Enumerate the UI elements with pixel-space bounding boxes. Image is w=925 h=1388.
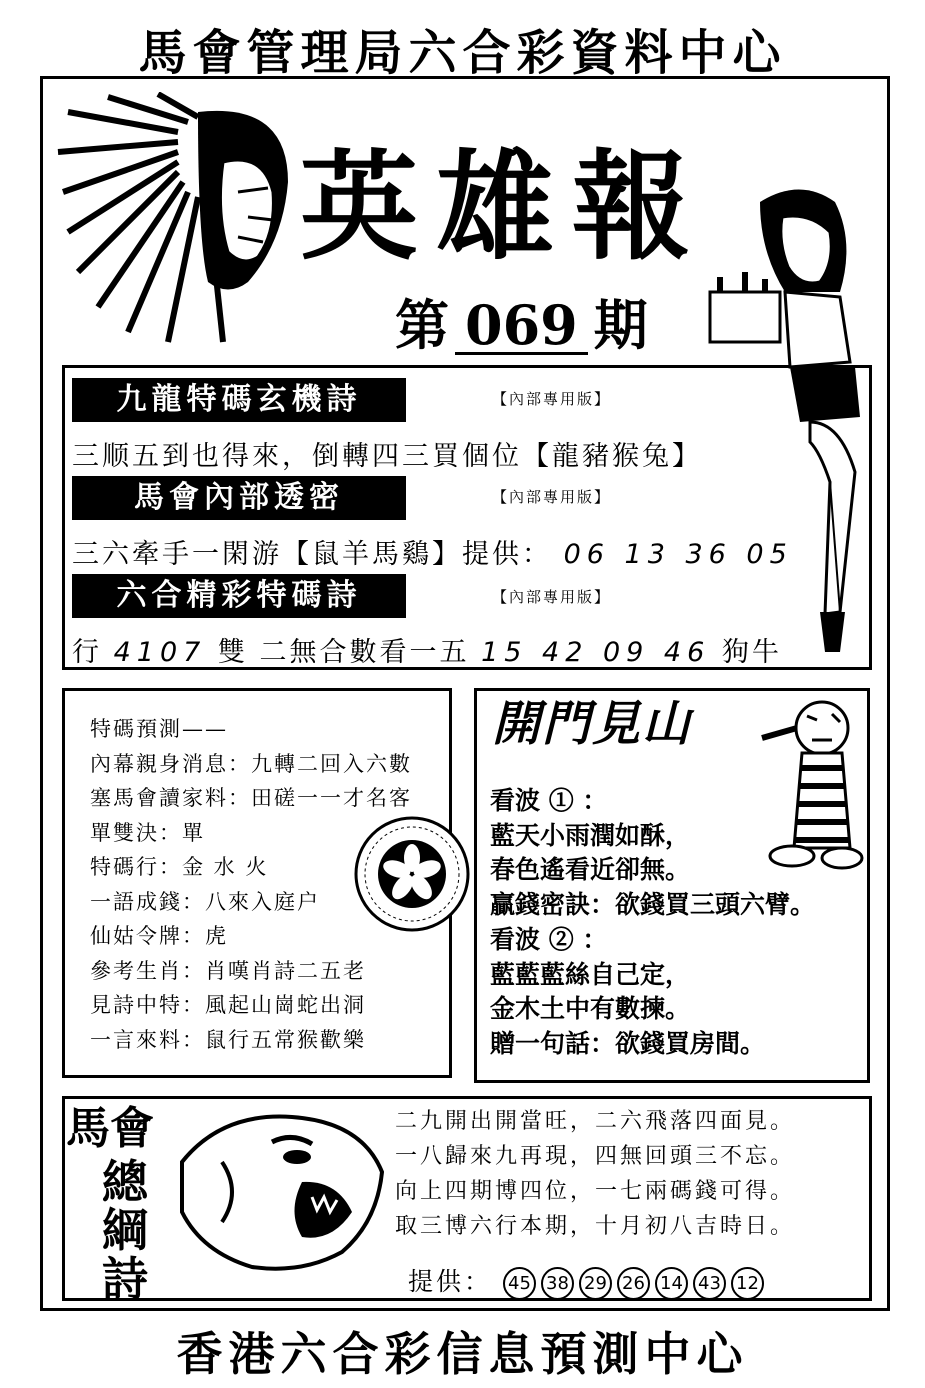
top-title: 馬會管理局六合彩資料中心 [138, 25, 787, 81]
list-item: 看波 ② ： [490, 924, 608, 954]
bottom-title: 香港六合彩信息預測中心 [176, 1327, 749, 1381]
section2-tag: 【內部專用版】 [492, 488, 612, 506]
bauhinia-seal-icon [352, 814, 472, 934]
list-item: 特碼預測—— [90, 717, 228, 741]
list-item: 贏錢密訣：欲錢買三頭六臂。 [490, 890, 816, 920]
number-ball: 43 [693, 1267, 726, 1300]
list-item: 向上四期博四位，一七兩碼錢可得。 [395, 1179, 796, 1204]
section2-numbers: 06 13 36 05 [563, 539, 793, 570]
section3-part-a: 行 [72, 637, 102, 668]
list-item: 藍天小雨潤如酥， [490, 820, 691, 850]
number-ball: 38 [541, 1267, 574, 1300]
issue-num: 069 [455, 298, 588, 355]
section3-line [72, 630, 782, 669]
section3-title: 六合精彩特碼詩 [72, 574, 406, 618]
chief-headdress-icon [48, 92, 308, 352]
list-item: 塞馬會讀家料：田磋一一才名客 [90, 786, 412, 810]
section1-line: 三顺五到也得來，倒轉四三買個位【龍豬猴兔】 [72, 441, 702, 472]
poem-label-char: 詩 [102, 1251, 148, 1306]
section3-tag: 【內部專用版】 [492, 588, 612, 606]
list-item: 一言來料：鼠行五常猴歡樂 [90, 1027, 366, 1052]
list-item: 贈一句話：欲錢買房間。 [490, 1028, 766, 1058]
list-item: 特碼行：金 水 火 [90, 855, 269, 879]
poem-label-top: 馬會 [66, 1103, 154, 1154]
poem-label-char: 總 [102, 1155, 148, 1209]
issue-suffix: 期 [593, 293, 648, 357]
section3-num-a: 4107 [113, 637, 207, 668]
list-item: 參考生肖：肖嘆肖詩二五老 [90, 958, 366, 983]
number-ball: 12 [731, 1267, 764, 1300]
section1-tag: 【內部專用版】 [492, 390, 612, 408]
list-item: 春色遙看近卻無。 [490, 855, 691, 885]
list-item: 看波 ① ： [490, 786, 608, 815]
list-item: 見詩中特：風起山崗蛇出洞 [90, 993, 366, 1017]
section3-part-c: 狗牛 [721, 637, 782, 668]
poem-label-char: 綱 [102, 1203, 148, 1258]
list-item: 內幕親身消息：九轉二回入六數 [90, 751, 412, 776]
provide-row [408, 1262, 769, 1300]
section1-title: 九龍特碼玄機詩 [72, 378, 406, 422]
number-ball: 26 [617, 1267, 650, 1300]
list-item: 一八歸來九再現，四無回頭三不忘。 [395, 1144, 796, 1169]
section3-part-b: 雙 二無合數看一五 [217, 637, 470, 668]
list-item: 金木土中有數揀。 [490, 994, 691, 1024]
waitress-girl-icon [690, 182, 870, 672]
provide-label: 提供： [408, 1267, 493, 1296]
outline-poem-lines [395, 1104, 795, 1244]
section3-num-b: 15 42 09 46 [481, 637, 711, 668]
section2-title: 馬會內部透密 [72, 476, 406, 520]
list-item: 藍藍藍絲自己定， [490, 959, 691, 989]
issue-number [395, 293, 648, 357]
number-ball: 45 [503, 1267, 536, 1300]
issue-prefix: 第 [395, 293, 449, 357]
list-item: 取三博六行本期，十月初八吉時日。 [395, 1214, 796, 1239]
kaimen-lines [490, 784, 815, 1062]
list-item: 二九開出開當旺，二六飛落四面見。 [395, 1109, 796, 1134]
masthead-title: 英雄報 [300, 137, 709, 276]
list-item: 單雙決：單 [90, 820, 205, 845]
number-ball: 14 [655, 1267, 688, 1300]
section2-line [72, 532, 793, 571]
list-item: 一語成錢：八來入庭户 [90, 889, 320, 914]
poem-label-column [100, 1155, 150, 1306]
section2-text: 三六牽手一閑游【鼠羊馬鷄】提供： [72, 539, 552, 570]
list-item: 仙姑令牌：虎 [90, 924, 228, 948]
kaimen-title: 開門見山 [492, 696, 693, 752]
number-ball: 29 [579, 1267, 612, 1300]
roaring-cat-icon [162, 1102, 392, 1277]
